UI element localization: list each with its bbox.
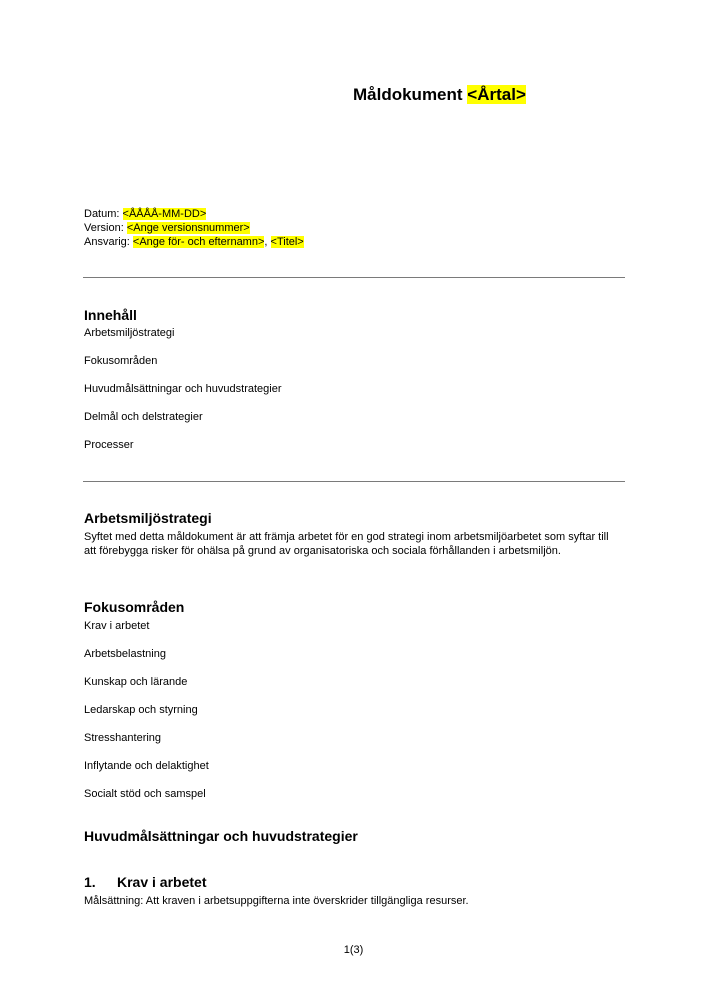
focus-item: Arbetsbelastning <box>84 648 166 660</box>
document-title <box>353 85 526 105</box>
divider <box>83 277 625 278</box>
responsible-separator: , <box>264 236 271 248</box>
year-placeholder: <Årtal> <box>467 85 526 104</box>
goal-section-heading <box>84 874 206 890</box>
date-placeholder: <ÅÅÅÅ-MM-DD> <box>122 208 207 220</box>
focus-item: Stresshantering <box>84 732 162 744</box>
responsible-label: Ansvarig: <box>84 236 133 248</box>
focus-item: Socialt stöd och samspel <box>84 788 206 800</box>
focus-heading: Fokusområden <box>84 599 185 615</box>
version-line <box>84 221 250 235</box>
responsible-name-placeholder: <Ange för- och efternamn> <box>132 236 265 248</box>
toc-heading: Innehåll <box>84 307 137 323</box>
main-goals-heading: Huvudmålsättningar och huvudstrategier <box>84 828 358 844</box>
toc-item[interactable]: Huvudmålsättningar och huvudstrategier <box>84 383 282 395</box>
page-number: 1(3) <box>343 944 364 956</box>
title-text: Måldokument <box>353 85 463 104</box>
date-label: Datum: <box>84 208 123 220</box>
toc-item[interactable]: Processer <box>84 439 134 451</box>
toc-item[interactable]: Delmål och delstrategier <box>84 411 203 423</box>
date-line <box>84 207 206 221</box>
toc-item[interactable]: Arbetsmiljöstrategi <box>84 327 175 339</box>
goal-section-number: 1. <box>84 874 96 890</box>
focus-item: Krav i arbetet <box>84 620 150 632</box>
version-placeholder: <Ange versionsnummer> <box>126 222 250 234</box>
focus-item: Ledarskap och styrning <box>84 704 198 716</box>
goal-section-text: Målsättning: Att kraven i arbetsuppgifterna inte överskrider tillgängliga resurser. <box>84 895 469 907</box>
focus-item: Kunskap och lärande <box>84 676 188 688</box>
goal-section-title: Krav i arbetet <box>117 874 207 890</box>
focus-item: Inflytande och delaktighet <box>84 760 209 772</box>
strategy-heading: Arbetsmiljöstrategi <box>84 510 212 526</box>
responsible-line <box>84 235 304 249</box>
divider <box>83 481 625 482</box>
toc-item[interactable]: Fokusområden <box>84 355 158 367</box>
version-label: Version: <box>84 222 127 234</box>
responsible-title-placeholder: <Titel> <box>270 236 304 248</box>
strategy-text: Syftet med detta måldokument är att främja arbetet för en god strategi inom arbetsmiljöarbetet som syftar till att förebygga risker för ohälsa på grund av organisatoriska och sociala förhållanden i arbetsmiljön. <box>84 531 609 557</box>
